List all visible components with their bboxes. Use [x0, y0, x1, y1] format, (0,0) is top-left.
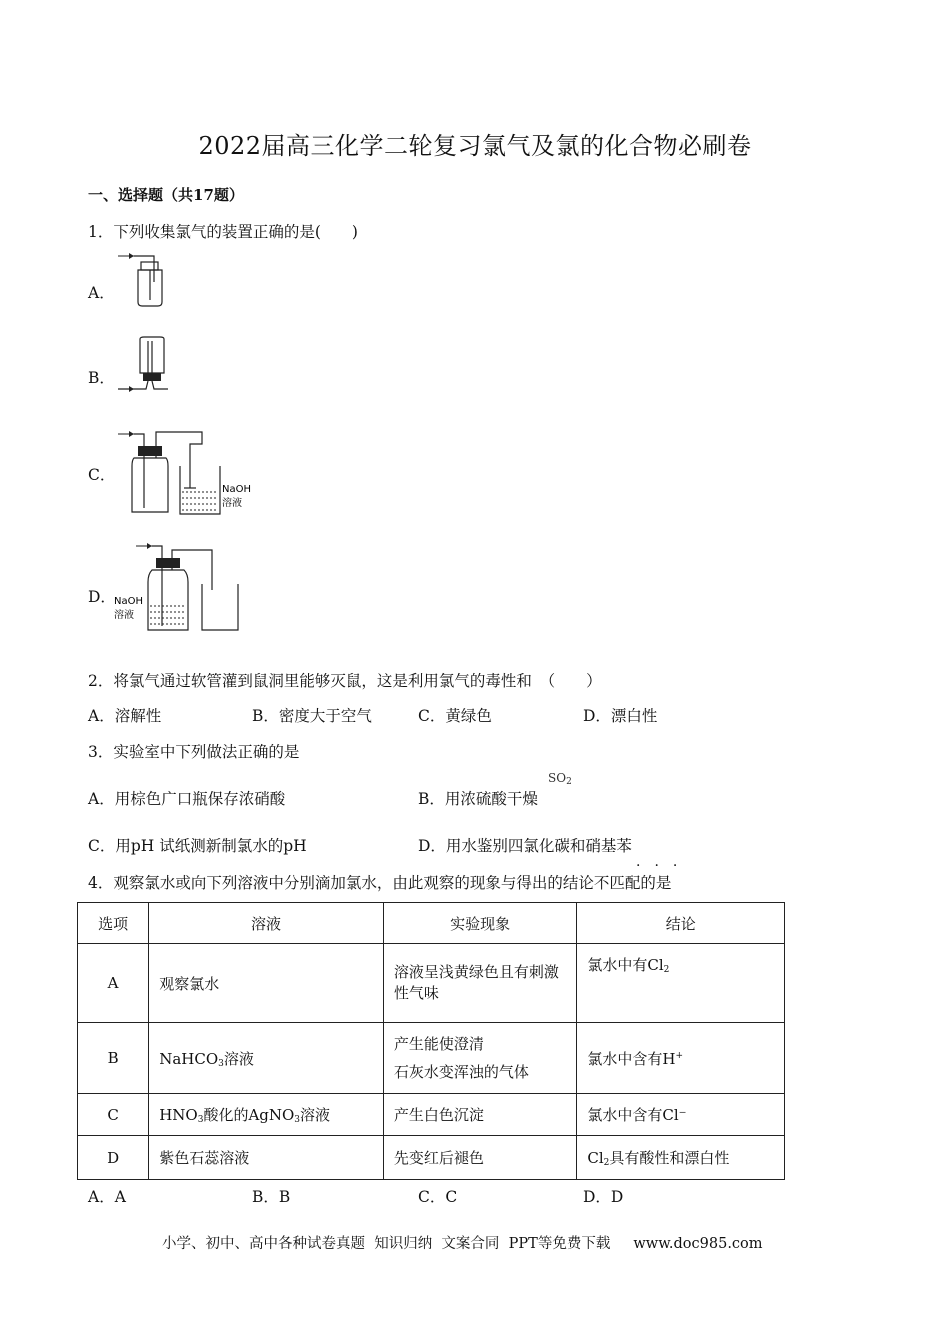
row-a-phenomenon: 溶液呈浅黄绿色且有刺激性气味	[383, 944, 577, 1023]
row-b-phenomenon: 产生能使澄清 石灰水变浑浊的气体	[383, 1023, 577, 1094]
q4-option-a: A．A	[88, 1188, 126, 1206]
row-d-phenomenon: 先变红后褪色	[383, 1136, 577, 1180]
row-d-solution: 紫色石蕊溶液	[149, 1136, 384, 1180]
row-a-solution: 观察氯水	[149, 944, 384, 1023]
question-1-stem: 1．下列收集氯气的装置正确的是( )	[88, 223, 358, 241]
row-c-solution: $HNO_3$酸化的AgNO$_3$溶液	[149, 1094, 384, 1136]
table-header-option: 选项	[78, 903, 149, 944]
row-d-option: D	[78, 1136, 149, 1180]
q2-option-b: B．密度大于空气	[252, 707, 372, 725]
table-row	[78, 1023, 785, 1094]
table-row	[78, 1094, 785, 1136]
table-header-conclusion: 结论	[577, 903, 785, 944]
q1-option-c-label: C．	[88, 466, 116, 484]
section-heading: 一、选择题（共17题）	[88, 186, 244, 204]
q3-option-a: A．用棕色广口瓶保存浓硝酸	[88, 790, 286, 808]
row-b-solution: NaHCO$_3$溶液	[149, 1023, 384, 1094]
q1-apparatus-c	[112, 428, 262, 520]
q4-option-d: D．D	[583, 1188, 624, 1206]
row-c-phenomenon: 产生白色沉淀	[383, 1094, 577, 1136]
question-3-stem: 3．实验室中下列做法正确的是	[88, 743, 300, 761]
q1-option-d-label: D．	[88, 588, 116, 606]
q1-option-a-label: A．	[88, 284, 115, 302]
table-header-solution: 溶液	[149, 903, 384, 944]
emphasis-dots: ···	[636, 858, 692, 874]
q4-option-c: C．C	[418, 1188, 458, 1206]
row-c-option: C	[78, 1094, 149, 1136]
q1-apparatus-d	[112, 540, 252, 636]
table-row	[78, 1136, 785, 1180]
page-footer: 小学、初中、高中各种试卷真题 知识归纳 文案合同 PPT等免费下载 www.doc985.com	[162, 1236, 763, 1252]
table-header-row	[78, 903, 785, 944]
q2-option-d: D．漂白性	[583, 707, 658, 725]
q3-option-d: D．用水鉴别四氯化碳和硝基苯	[418, 837, 632, 855]
q2-option-a: A．溶解性	[88, 707, 162, 725]
row-c-conclusion: 氯水中含有Cl⁻	[577, 1094, 785, 1136]
q1-option-b-label: B．	[88, 369, 115, 387]
row-d-conclusion: $Cl_2$具有酸性和漂白性	[577, 1136, 785, 1180]
q1-c-solution-label: 溶液	[222, 498, 242, 509]
row-b-option: B	[78, 1023, 149, 1094]
row-b-conclusion: 氯水中含有H+	[577, 1023, 785, 1094]
q3-so2-formula: $SO_2$	[548, 771, 572, 787]
q4-option-b: B．B	[252, 1188, 291, 1206]
page-title: 2022届高三化学二轮复习氯气及氯的化合物必刷卷	[198, 132, 752, 160]
table-row	[78, 944, 785, 1023]
q3-option-b: B．用浓硫酸干燥	[418, 790, 538, 808]
row-a-option: A	[78, 944, 149, 1023]
question-2-stem: 2．将氯气通过软管灌到鼠洞里能够灭鼠，这是利用氯气的毒性和 （ ）	[88, 672, 602, 690]
q4-table	[77, 902, 785, 1180]
row-a-conclusion: 氯水中有$Cl_2$	[577, 944, 785, 1023]
question-4-stem: 4．观察氯水或向下列溶液中分别滴加氯水，由此观察的现象与得出的结论不匹配的是	[88, 874, 672, 892]
q1-d-naoh-label: NaOH	[114, 596, 143, 607]
q3-option-c: C．用pH 试纸测新制氯水的pH	[88, 837, 307, 855]
table-header-phenomenon: 实验现象	[383, 903, 577, 944]
q1-apparatus-a	[110, 250, 180, 312]
q2-option-c: C．黄绿色	[418, 707, 492, 725]
q1-apparatus-b	[110, 335, 180, 397]
q1-d-solution-label: 溶液	[114, 610, 134, 621]
q1-c-naoh-label: NaOH	[222, 484, 251, 495]
